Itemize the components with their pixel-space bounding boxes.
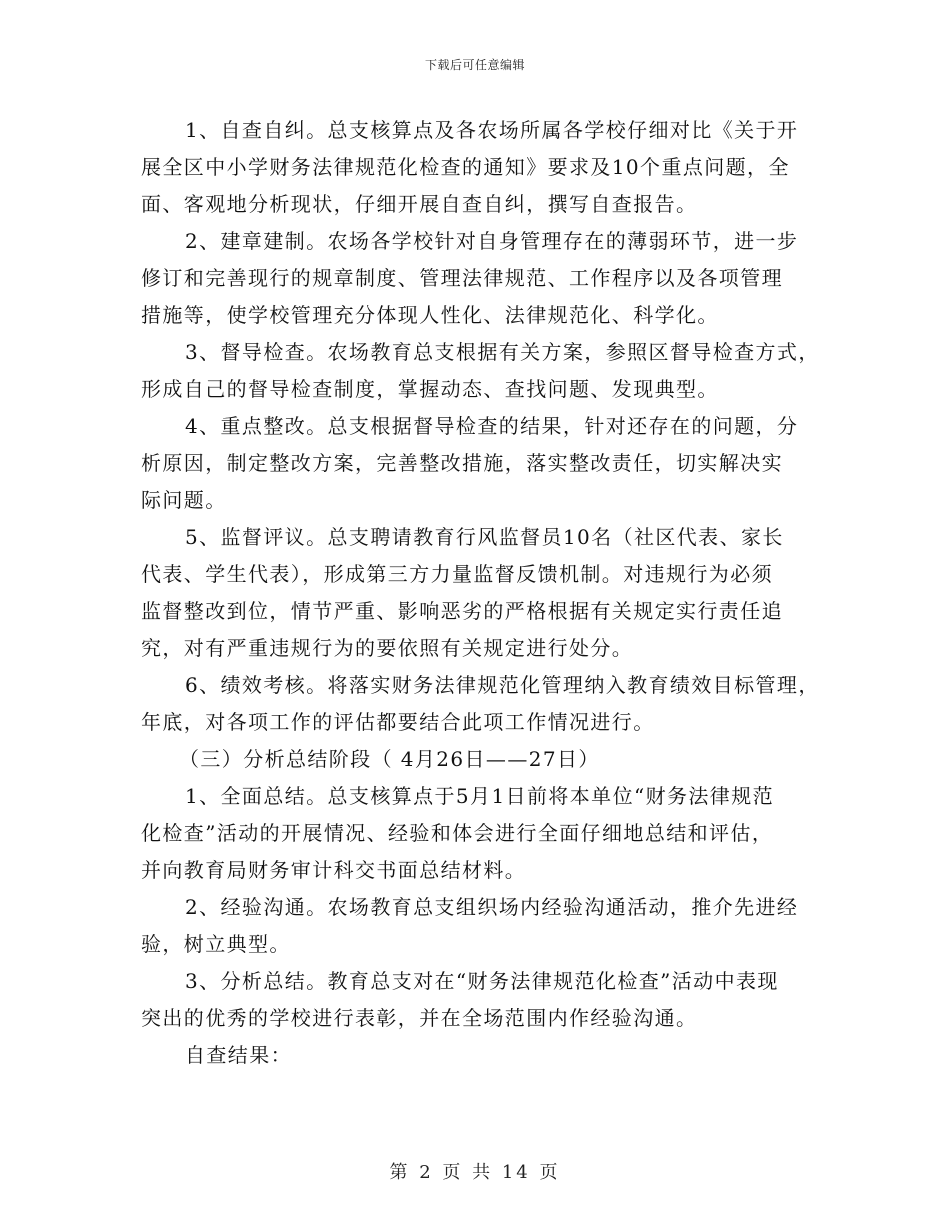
paragraph-line: 1、自查自纠。总支核算点及各农场所属各学校仔细对比《关于开: [185, 118, 799, 142]
paragraph-line: 监督整改到位，情节严重、影响恶劣的严格根据有关规定实行责任追: [141, 599, 783, 623]
paragraph-line: 措施等，使学校管理充分体现人性化、法律规范化、科学化。: [141, 303, 719, 327]
document-body: [141, 112, 820, 1074]
paragraph-line: 年底，对各项工作的评估都要结合此项工作情况进行。: [141, 710, 655, 734]
paragraph-line: 化检查”活动的开展情况、经验和体会进行全面仔细地总结和评估，: [141, 821, 774, 845]
paragraph-line: 突出的优秀的学校进行表彰，并在全场范围内作经验沟通。: [141, 1006, 698, 1030]
page-footer: 第 2 页 共 14 页: [389, 1162, 561, 1183]
paragraph-line: 展全区中小学财务法律规范化检查的通知》要求及10个重点问题，全: [141, 155, 790, 179]
paragraph-line: 形成自己的督导检查制度，掌握动态、查找问题、发现典型。: [141, 377, 719, 401]
paragraph-line: 3、分析总结。教育总支对在“财务法律规范化检查”活动中表现: [185, 969, 779, 993]
paragraph-line: 面、客观地分析现状，仔细开展自查自纠，撰写自查报告。: [141, 192, 698, 216]
paragraph-line: 究，对有严重违规行为的要依照有关规定进行处分。: [141, 636, 634, 660]
paragraph-line: 1、全面总结。总支核算点于5月1日前将本单位“财务法律规范: [185, 784, 774, 808]
paragraph-line: 验，树立典型。: [141, 932, 291, 956]
paragraph-line: 析原因，制定整改方案，完善整改措施，落实整改责任，切实解决实: [141, 451, 783, 475]
paragraph-line: 2、建章建制。农场各学校针对自身管理存在的薄弱环节，进一步: [185, 229, 799, 253]
paragraph-line: 6、绩效考核。将落实财务法律规范化管理纳入教育绩效目标管理，: [185, 673, 820, 697]
paragraph-line: 自查结果：: [185, 1043, 292, 1067]
paragraph-line: 际问题。: [141, 488, 227, 512]
paragraph-line: 代表、学生代表），形成第三方力量监督反馈机制。对违规行为必须: [141, 562, 773, 586]
paragraph-line: 并向教育局财务审计科交书面总结材料。: [141, 858, 527, 882]
paragraph-line: 修订和完善现行的规章制度、管理法律规范、工作程序以及各项管理: [141, 266, 783, 290]
paragraph-line: 5、监督评议。总支聘请教育行风监督员10名（社区代表、家长: [185, 525, 784, 549]
header-note: 下载后可任意编辑: [424, 58, 525, 72]
paragraph-line: 4、重点整改。总支根据督导检查的结果，针对还存在的问题，分: [185, 414, 799, 438]
section-heading: （三）分析总结阶段（ 4月26日——27日）: [179, 747, 600, 771]
paragraph-line: 3、督导检查。农场教育总支根据有关方案，参照区督导检查方式，: [185, 340, 820, 364]
paragraph-line: 2、经验沟通。农场教育总支组织场内经验沟通活动，推介先进经: [185, 895, 799, 919]
